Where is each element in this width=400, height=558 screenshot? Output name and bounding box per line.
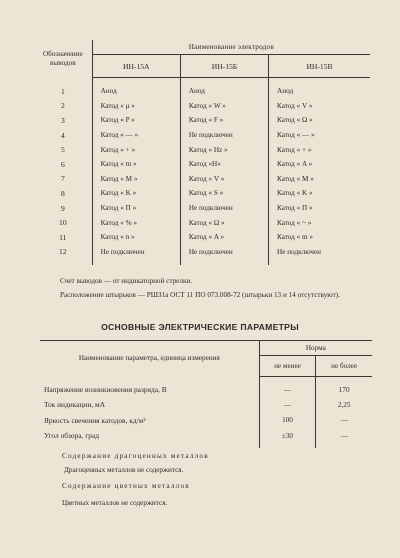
cell-in15b: Анод [180, 78, 268, 99]
table-row [34, 142, 370, 157]
param-name: Угол обзора, град [40, 428, 259, 448]
cell-in15a: Катод « P » [100, 116, 135, 125]
cell-in15v: Катод « V » [269, 99, 370, 114]
cell-in15a: Катод « K » [100, 189, 137, 198]
cell-in15b: Катод « W » [180, 99, 268, 114]
table-row [34, 215, 370, 230]
cell-in15a: Катод « μ » [100, 101, 135, 110]
cell-in15a: Анод [100, 87, 117, 96]
cell-in15v: Катод « M » [269, 172, 370, 187]
params-table-body [40, 377, 372, 448]
electrodes-table [34, 40, 370, 265]
pin-layout-note: Расположение штырьков — РШЗ1а ОСТ 11 ПО 073.008-72 (штырьки 13 и 14 отсутствуют). [60, 291, 340, 299]
table-row [40, 413, 372, 429]
table-row [34, 172, 370, 187]
param-name: Ток индикации, мА [40, 397, 259, 413]
pin-number: 1 [34, 78, 92, 99]
cell-in15v: Катод « K » [269, 186, 370, 201]
pin-number: 6 [34, 157, 92, 172]
table-row [34, 245, 370, 266]
pin-count-note: Счет выводов — от индикаторной стрелки. [60, 277, 193, 285]
section-title: ОСНОВНЫЕ ЭЛЕКТРИЧЕСКИЕ ПАРАМЕТРЫ [101, 322, 299, 332]
table-row [40, 377, 372, 398]
pin-number: 11 [34, 230, 92, 245]
pin-number: 12 [34, 245, 92, 266]
pin-number: 8 [34, 186, 92, 201]
pin-header: Обозначение выводов [34, 40, 92, 78]
param-max: — [340, 416, 348, 425]
cell-in15a: Катод « — » [100, 131, 139, 140]
param-max: 2,25 [337, 400, 351, 409]
cell-in15v: Катод « ~ » [269, 215, 370, 230]
param-name: Яркость свечения катодов, кд/м² [40, 413, 259, 429]
column-header-in15b: ИН-15Б [180, 55, 268, 78]
param-min: — [259, 397, 316, 413]
cell-in15v: Катод « A » [269, 157, 370, 172]
pin-number: 3 [34, 113, 92, 128]
param-min: ±30 [259, 428, 316, 448]
cell-in15a: Катод « n » [100, 233, 135, 242]
param-max: — [340, 431, 348, 440]
cell-in15a: Катод « + » [100, 145, 136, 154]
param-name: Напряжение возникновения разряда, В [40, 377, 259, 398]
pin-number: 9 [34, 201, 92, 216]
param-header: Наименование параметра, единица измерения [40, 341, 259, 377]
cell-in15a: Катод « m » [100, 160, 137, 169]
cell-in15b: Катод « S » [180, 186, 268, 201]
pin-number: 4 [34, 128, 92, 143]
column-header-in15a: ИН-15А [92, 55, 180, 78]
cell-in15v: Катод « — » [269, 128, 370, 143]
cell-in15b: Не подключен [180, 128, 268, 143]
cell-in15b: Катод « A » [180, 230, 268, 245]
electrodes-group-header: Наименование электродов [92, 40, 370, 55]
table-row [40, 397, 372, 413]
nonferrous-metals-text: Цветных металлов не содержится. [62, 499, 168, 507]
table-row [34, 128, 370, 143]
table-row [34, 186, 370, 201]
cell-in15b: Не подключен [180, 201, 268, 216]
pin-number: 2 [34, 99, 92, 114]
table-row [34, 157, 370, 172]
cell-in15v: Не подключен [269, 245, 370, 266]
cell-in15b: Катод « Ω » [180, 215, 268, 230]
param-max: 170 [338, 385, 350, 394]
cell-in15a: Не подключен [100, 247, 145, 256]
param-min: — [259, 377, 316, 398]
cell-in15b: Катод « V » [180, 172, 268, 187]
cell-in15a: Катод « П » [100, 204, 137, 213]
cell-in15v: Катод « + » [269, 142, 370, 157]
cell-in15v: Катод « m » [269, 230, 370, 245]
min-header: не менее [259, 356, 316, 377]
cell-in15b: Катод « Hz » [180, 142, 268, 157]
cell-in15b: Катод «H» [180, 157, 268, 172]
pin-number: 5 [34, 142, 92, 157]
cell-in15v: Катод « Ω » [269, 113, 370, 128]
param-min: 100 [259, 413, 316, 429]
table-row [34, 113, 370, 128]
table-row [34, 78, 370, 99]
cell-in15v: Анод [269, 78, 370, 99]
norm-header: Норма [259, 341, 372, 356]
cell-in15b: Не подключен [180, 245, 268, 266]
cell-in15a: Катод « M » [100, 174, 138, 183]
cell-in15a: Катод « % » [100, 218, 138, 227]
precious-metals-title: Содержание драгоценных металлов [62, 452, 209, 460]
pin-number: 7 [34, 172, 92, 187]
params-table [40, 340, 372, 448]
max-header: не более [316, 356, 372, 377]
table-row [34, 201, 370, 216]
cell-in15v: Катод « П » [269, 201, 370, 216]
table-row [40, 428, 372, 448]
nonferrous-metals-title: Содержание цветных металлов [62, 482, 190, 490]
cell-in15b: Катод « F » [180, 113, 268, 128]
column-header-in15v: ИН-15В [269, 55, 370, 78]
electrodes-table-body [34, 78, 370, 266]
table-row [34, 230, 370, 245]
table-row [34, 99, 370, 114]
pin-number: 10 [34, 215, 92, 230]
precious-metals-text: Драгоценных металлов не содержится. [64, 466, 184, 474]
